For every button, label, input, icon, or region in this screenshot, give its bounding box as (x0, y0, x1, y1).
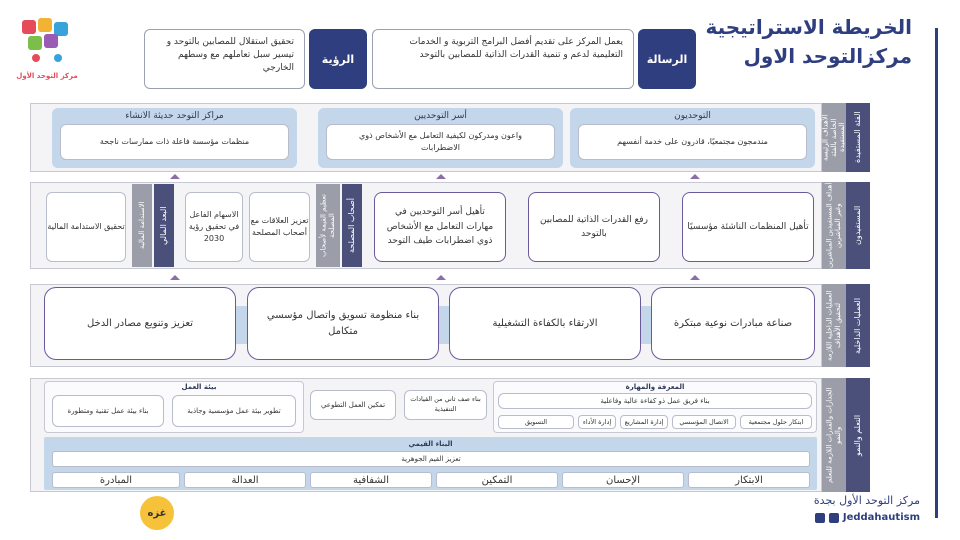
finance-label: البعد المالي (154, 184, 174, 267)
panel-autistic-title: التوحديون (674, 111, 711, 121)
arrow-up-icon (170, 275, 180, 280)
goal-box: تأهيل المنظمات الناشئة مؤسسيًا (682, 192, 814, 262)
values-title: البناء القيمي (408, 440, 453, 448)
panel-new-centers-box: منظمات مؤسسة فاعلة ذات ممارسات ناجحة (60, 124, 289, 160)
goal-box: رفع القدرات الذاتية للمصابين بالتوحد (528, 192, 660, 262)
twitter-icon (815, 513, 825, 523)
process-box: بناء منظومة تسويق واتصال مؤسسي متكامل (247, 287, 439, 360)
leaders-box: بناء صف ثاني من القيادات التنفيذية (404, 390, 487, 420)
footer-org: مركز التوحد الأول بجدة (813, 494, 920, 507)
row-internal-side-label: العمليات الداخلية (846, 284, 870, 367)
knowledge-chip: ابتكار حلول مجتمعية (740, 415, 812, 429)
panel-new-centers (52, 108, 297, 168)
row-stakeholders-gray-label: أهداف المستفيدين المباشرين وغير المباشرين (822, 182, 846, 269)
process-box: تعزيز وتنويع مصادر الدخل (44, 287, 236, 360)
value-chip: الابتكار (688, 472, 810, 488)
knowledge-chip: التسويق (498, 415, 574, 429)
row-stakeholders-side-label: المستفيدون (846, 182, 870, 269)
panel-families-box: واعون ومدركون لكيفية التعامل مع الأشخاص ذوي الاضطرابات (326, 124, 555, 160)
mission-text: يعمل المركز على تقديم أفضل البرامج التربوية و الخدمات التعليمية لدعم و تنمية القدرات الذاتية للمصابين بالتوحد (372, 29, 634, 89)
panel-autistic (570, 108, 815, 168)
row-internal-gray-label: العمليات الداخلية اللازمة لتحقيق الأهداف (822, 284, 846, 367)
stakeholders-gray-label: تعظيم القيمة لأصحاب المصلحة (316, 184, 340, 267)
values-main: تعزيز القيم الجوهرية (52, 451, 810, 467)
env-box: تطوير بيئة عمل مؤسسية وجاذبة (172, 395, 296, 427)
value-chip: الإحسان (562, 472, 684, 488)
instagram-icon (829, 513, 839, 523)
vision-label: الرؤية (309, 29, 367, 89)
accent-line (935, 28, 938, 518)
finance-box: تحقيق الاستدامة المالية (46, 192, 126, 262)
footer-social (815, 512, 920, 523)
page-subtitle: مركزالتوحد الاول (743, 44, 912, 68)
process-box: صناعة مبادرات نوعية مبتكرة (651, 287, 815, 360)
page-title: الخريطة الاستراتيجية (705, 15, 912, 39)
arrow-up-icon (170, 174, 180, 179)
mission-label: الرسالة (638, 29, 696, 89)
panel-families-title: أسر التوحديين (414, 111, 467, 121)
value-chip: العدالة (184, 472, 306, 488)
env-title: بيئة العمل (181, 383, 217, 391)
stakeholder-box: الاسهام الفاعل في تحقيق رؤية 2030 (185, 192, 243, 262)
knowledge-main: بناء فريق عمل ذو كفاءة عالية وفاعلية (498, 393, 812, 409)
badge-logo: غزه (140, 496, 174, 530)
row-learning-gray-label: الجدارات والقدرات اللازمة للتعلم والنمو (822, 378, 846, 492)
knowledge-chip: إدارة الأداء (578, 415, 616, 429)
arrow-up-icon (436, 275, 446, 280)
row-beneficiary-side-label: الفئة المستفيدة (846, 103, 870, 172)
process-box: الارتقاء بالكفاءة التشغيلية (449, 287, 641, 360)
vision-text: تحقيق استقلال للمصابين بالتوحد و تيسير سبل تعاملهم مع وسطهم الخارجي (144, 29, 305, 89)
stakeholders-label: أصحاب المصلحة (342, 184, 362, 267)
stakeholder-box: تعزيز العلاقات مع أصحاب المصلحة (249, 192, 310, 262)
panel-new-centers-title: مراكز التوحد حديثة الانشاء (125, 111, 224, 121)
value-chip: الشفافية (310, 472, 432, 488)
value-chip: التمكين (436, 472, 558, 488)
arrow-up-icon (690, 275, 700, 280)
goal-box: تأهيل أسر التوحديين في مهارات التعامل مع الأشخاص ذوي اضطرابات طيف التوحد (374, 192, 506, 262)
logo-text: مركز التوحد الأول (16, 72, 78, 80)
arrow-up-icon (436, 174, 446, 179)
arrow-up-icon (690, 174, 700, 179)
panel-autistic-box: مندمجون مجتمعيًا، قادرون على خدمة أنفسهم (578, 124, 807, 160)
footer-handle: Jeddahautism (842, 512, 920, 523)
row-learning-side-label: التعلم والنمو (846, 378, 870, 492)
value-chip: المبادرة (52, 472, 180, 488)
knowledge-chip: الاتصال المؤسسي (672, 415, 736, 429)
finance-gray-label: الاستدامة المالية (132, 184, 152, 267)
env-box: بناء بيئة عمل تقنية ومتطورة (52, 395, 164, 427)
panel-families (318, 108, 563, 168)
row-beneficiary-gray-label: الأهداف الرئيسة الخاصة بالفئة المستفيدة (822, 103, 846, 172)
knowledge-chip: إدارة المشاريع (620, 415, 668, 429)
volunteer-box: تمكين العمل التطوعي (310, 390, 396, 420)
center-logo (14, 14, 80, 84)
knowledge-title: المعرفة والمهارة (625, 383, 685, 391)
